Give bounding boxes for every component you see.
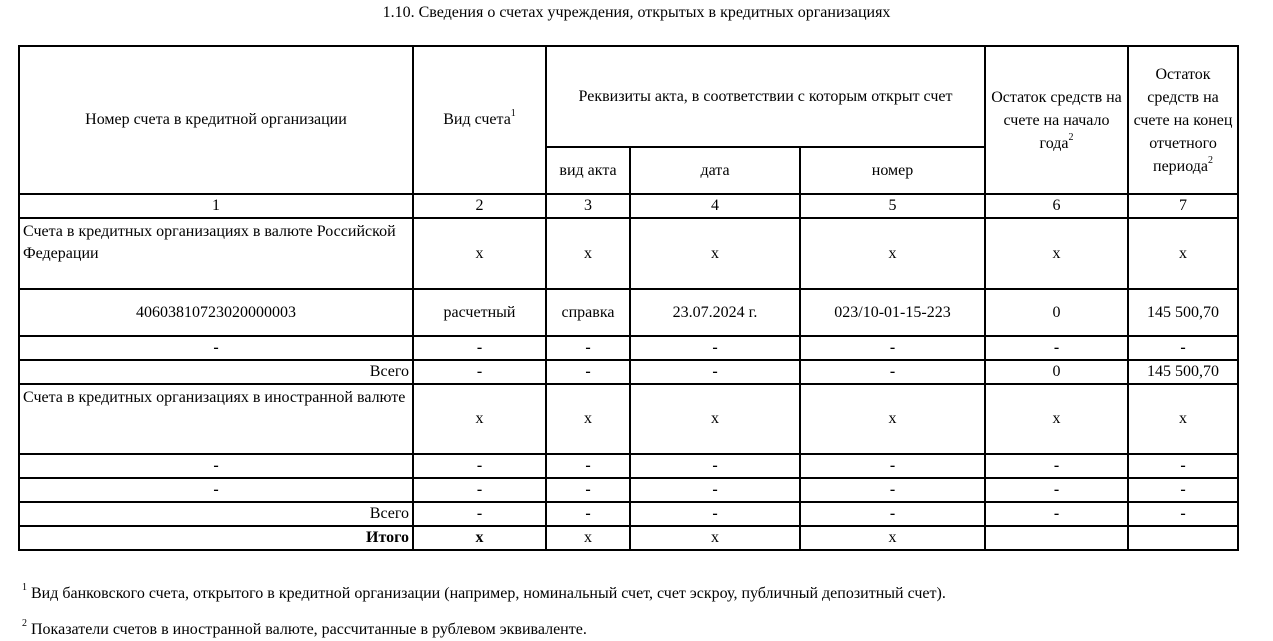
cell-type: -	[413, 336, 546, 360]
header-row-1	[19, 46, 1238, 147]
col-number: 6	[985, 194, 1128, 218]
table-row-rub-section	[19, 218, 1238, 289]
cell-start-balance: -	[985, 502, 1128, 526]
cell-date: x	[630, 218, 800, 289]
header-start-balance: Остаток средств на счете на начало года$^2$	[985, 46, 1128, 194]
cell-number: -	[800, 478, 985, 502]
cell-number: x	[800, 526, 985, 550]
table-row-empty	[19, 478, 1238, 502]
cell-type: x	[413, 218, 546, 289]
cell-type: -	[413, 478, 546, 502]
cell-number: -	[800, 502, 985, 526]
cell-account: -	[19, 336, 413, 360]
cell-number: -	[800, 336, 985, 360]
table-row-empty	[19, 454, 1238, 478]
cell-act-kind: -	[546, 336, 630, 360]
cell-end-balance: -	[1128, 502, 1238, 526]
cell-type: расчетный	[413, 289, 546, 336]
cell-start-balance: 0	[985, 360, 1128, 384]
header-act-kind: вид акта	[546, 147, 630, 194]
cell-type: -	[413, 502, 546, 526]
col-number: 5	[800, 194, 985, 218]
cell-start-balance: x	[985, 384, 1128, 454]
cell-number: -	[800, 454, 985, 478]
cell-number: x	[800, 384, 985, 454]
cell-type: -	[413, 454, 546, 478]
cell-date: -	[630, 502, 800, 526]
cell-start-balance: -	[985, 478, 1128, 502]
cell-end-balance: x	[1128, 218, 1238, 289]
col-number: 7	[1128, 194, 1238, 218]
cell-type: x	[413, 526, 546, 550]
cell-date: x	[630, 384, 800, 454]
cell-number: -	[800, 360, 985, 384]
header-end-balance: Остаток средств на счете на конец отчетного периода$^2$	[1128, 46, 1238, 194]
col-number: 3	[546, 194, 630, 218]
header-act: Реквизиты акта, в соответствии с которым открыт счет	[546, 46, 985, 147]
cell-end-balance: -	[1128, 454, 1238, 478]
footnote-1: $^1$ Вид банковского счета, открытого в кредитной организации (например, номинальный счет, счет эскроу, публичный депозитный счет).	[22, 582, 946, 602]
cell-type: x	[413, 384, 546, 454]
cell-date: -	[630, 360, 800, 384]
cell-act-kind: x	[546, 218, 630, 289]
cell-act-kind: -	[546, 454, 630, 478]
accounts-table	[18, 45, 1239, 551]
cell-account: Счета в кредитных организациях в иностранной валюте	[19, 384, 413, 454]
cell-act-kind: -	[546, 478, 630, 502]
header-act-number: номер	[800, 147, 985, 194]
cell-start-balance: x	[985, 218, 1128, 289]
cell-account: 40603810723020000003	[19, 289, 413, 336]
cell-end-balance	[1128, 526, 1238, 550]
cell-date: x	[630, 526, 800, 550]
table-row-subtotal-rub	[19, 360, 1238, 384]
cell-date: -	[630, 336, 800, 360]
cell-date: 23.07.2024 г.	[630, 289, 800, 336]
table-row-subtotal-foreign	[19, 502, 1238, 526]
cell-act-kind: x	[546, 384, 630, 454]
cell-number: 023/10-01-15-223	[800, 289, 985, 336]
table-row-grand-total	[19, 526, 1238, 550]
footnote-2: $^2$ Показатели счетов в иностранной валюте, рассчитанные в рублевом эквиваленте.	[22, 618, 587, 638]
column-numbers-row	[19, 194, 1238, 218]
cell-account: -	[19, 454, 413, 478]
table-row-account	[19, 289, 1238, 336]
cell-date: -	[630, 478, 800, 502]
cell-end-balance: x	[1128, 384, 1238, 454]
table-row-empty	[19, 336, 1238, 360]
cell-date: -	[630, 454, 800, 478]
cell-type: -	[413, 360, 546, 384]
cell-account: Всего	[19, 360, 413, 384]
header-account: Номер счета в кредитной организации	[19, 46, 413, 194]
col-number: 4	[630, 194, 800, 218]
cell-number: x	[800, 218, 985, 289]
cell-end-balance: 145 500,70	[1128, 360, 1238, 384]
table-row-foreign-section	[19, 384, 1238, 454]
header-act-date: дата	[630, 147, 800, 194]
header-type: Вид счета$^1$	[413, 46, 546, 194]
cell-end-balance: -	[1128, 336, 1238, 360]
cell-act-kind: x	[546, 526, 630, 550]
cell-act-kind: -	[546, 360, 630, 384]
cell-act-kind: -	[546, 502, 630, 526]
section-title: 1.10. Сведения о счетах учреждения, открытых в кредитных организациях	[382, 4, 891, 21]
cell-end-balance: -	[1128, 478, 1238, 502]
col-number: 1	[19, 194, 413, 218]
cell-account: Всего	[19, 502, 413, 526]
cell-start-balance: -	[985, 454, 1128, 478]
cell-start-balance: 0	[985, 289, 1128, 336]
cell-start-balance: -	[985, 336, 1128, 360]
cell-start-balance	[985, 526, 1128, 550]
cell-act-kind: справка	[546, 289, 630, 336]
cell-end-balance: 145 500,70	[1128, 289, 1238, 336]
col-number: 2	[413, 194, 546, 218]
cell-account: Итого	[19, 526, 413, 550]
cell-account: -	[19, 478, 413, 502]
cell-account: Счета в кредитных организациях в валюте Российской Федерации	[19, 218, 413, 289]
